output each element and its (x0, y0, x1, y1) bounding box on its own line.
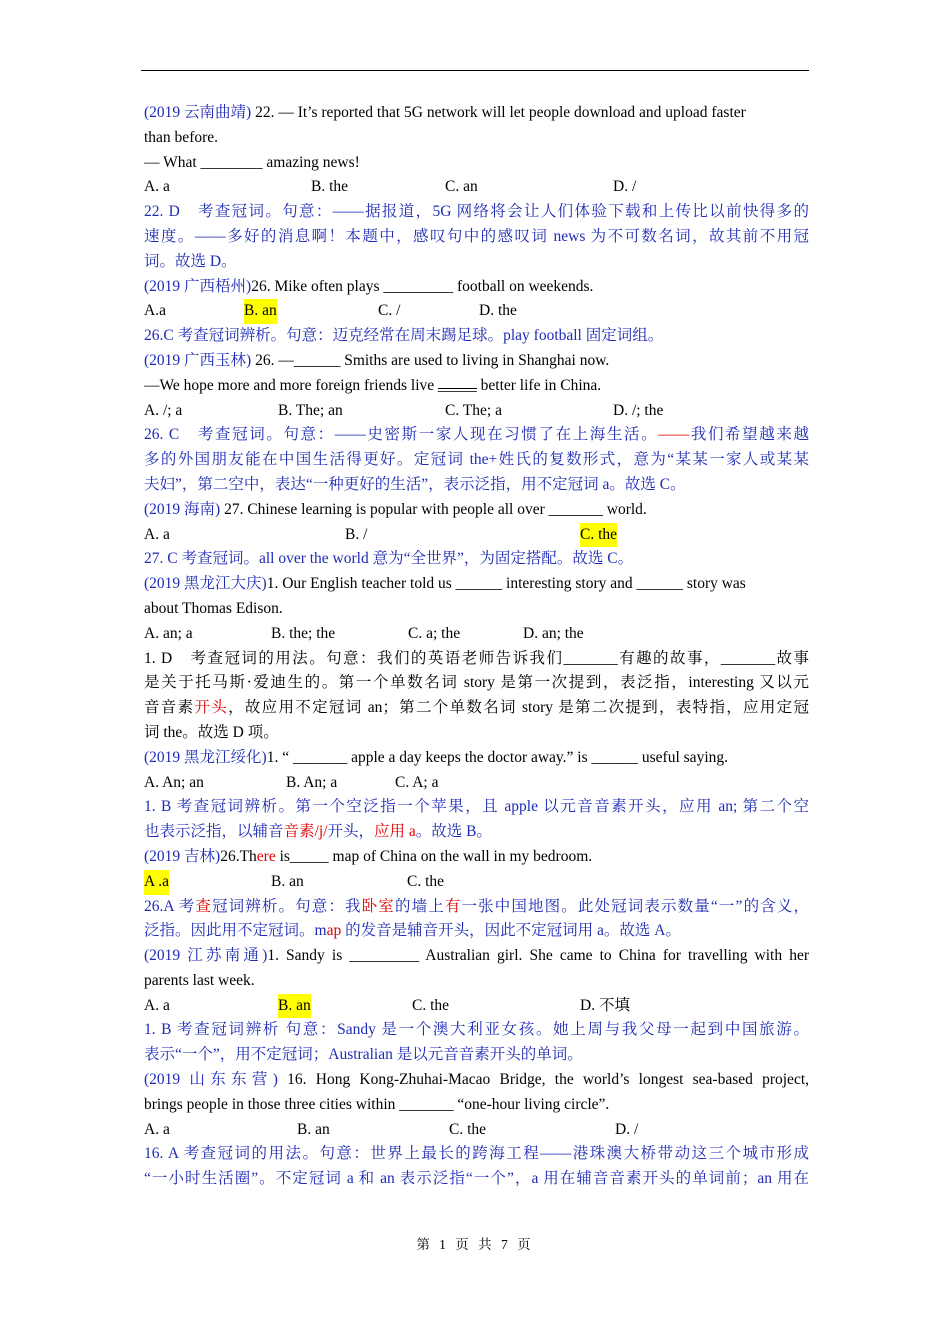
answer-options-row (144, 870, 809, 895)
text-line (144, 200, 809, 225)
text-line (144, 101, 809, 126)
answer-option: A. a (144, 1120, 170, 1138)
text-segment: 16. Hong Kong-Zhuhai-Macao Bridge, the world’s longest sea-based project, (277, 1071, 809, 1089)
answer-option: D. an; the (523, 624, 584, 642)
text-segment: 的发音是辅音开头，因此不定冠词用 a。故选 A。 (341, 922, 681, 940)
answer-option: D. the (479, 302, 517, 320)
text-segment: 1. D 考查冠词的用法。句意：我们的英语老师告诉我们_______有趣的故事，_______故事 (144, 649, 809, 667)
answer-option: C. an (445, 178, 478, 196)
text-segment: 27. Chinese learning is popular with people all over _______ world. (220, 500, 647, 518)
text-segment: parents last week. (144, 971, 255, 989)
text-segment: 22. D 考查冠词。句意：——据报道，5G 网络将会让人们体验下载和上传比以前快得多的 (144, 203, 809, 221)
answer-option: B. The; an (278, 401, 343, 419)
text-segment: 一张中国地图。此处冠词表示数量“一”的含义， (461, 897, 809, 915)
text-segment: than before. (144, 128, 219, 146)
text-segment: 有 (444, 897, 462, 915)
text-segment: 词。故选 D。 (144, 252, 237, 270)
text-segment: 查 (195, 897, 212, 915)
text-segment: about Thomas Edison. (144, 599, 283, 617)
text-segment: 音素/j/ (283, 823, 328, 841)
text-segment: 26. —______ Smiths are used to living in Shanghai now. (251, 351, 610, 369)
text-segment: — What ________ amazing news! (144, 153, 360, 171)
text-segment: 泛指。因此用不定冠词。m (144, 922, 327, 940)
text-line (144, 820, 809, 845)
text-segment: 16. A 考查冠词的用法。句意：世界上最长的跨海工程——港珠澳大桥带动这三个城市形成 (144, 1145, 809, 1163)
text-segment: 夫妇”，第二空中，表达“一种更好的生活”，表示泛指，用不定冠词 a。故选 C。 (144, 475, 686, 493)
text-segment: (2019 黑龙江大庆) (144, 575, 267, 593)
answer-option: B. an (271, 872, 304, 890)
text-line (144, 1093, 809, 1118)
text-segment: 速度。——多好的消息啊！本题中，感叹句中的感叹词 news 为不可数名词，故其前不用冠 (144, 227, 809, 245)
answer-option: C. The; a (445, 401, 502, 419)
answer-option: A. /; a (144, 401, 183, 419)
text-segment: 开头 (194, 699, 229, 717)
answer-option: D. 不填 (580, 996, 630, 1014)
header-rule (141, 70, 809, 71)
text-segment: 1. B 考查冠词辨析。第一个空泛指一个苹果，且 apple 以元音音素开头，应用 an; 第二个空 (144, 798, 809, 816)
answer-option: C. A; a (395, 773, 439, 791)
answer-options-row (144, 399, 809, 424)
answer-option: B. an (244, 299, 277, 324)
text-line (144, 1167, 809, 1192)
text-segment: ，故应用不定冠词 an；第二个单数名词 story 是第二次提到，表特指，应用定冠 (228, 699, 809, 717)
text-line (144, 919, 809, 944)
text-segment: 是关于托马斯·爱迪生的。第一个单数名词 story 是第一次提到，表泛指，interesting 又以元 (144, 674, 809, 692)
text-segment: 词 the。故选 D 项。 (144, 723, 279, 741)
answer-option: B. an (278, 994, 311, 1019)
text-line (144, 225, 809, 250)
answer-option: B. the (311, 178, 349, 196)
text-segment: 也表示泛指，以辅音 (144, 823, 284, 841)
text-line (144, 275, 809, 300)
text-line (144, 572, 809, 597)
text-line (144, 597, 809, 622)
answer-options-row (144, 523, 809, 548)
answer-option: B. an (297, 1120, 330, 1138)
text-segment: —— (658, 426, 690, 444)
text-segment: 多的外国朋友能在中国生活得更好。定冠词 the+姓氏的复数形式，意为“某某一家人或某某 (144, 451, 809, 469)
text-line (144, 1142, 809, 1167)
answer-option: B. the; the (271, 624, 336, 642)
text-segment: ap (326, 922, 342, 940)
text-line (144, 944, 809, 969)
text-segment: 音音素 (144, 699, 195, 717)
answer-option: A. An; an (144, 773, 204, 791)
text-segment: 卧室 (361, 897, 395, 915)
answer-option: C. the (580, 523, 617, 548)
answer-option: A. a (144, 525, 170, 543)
text-segment: 22. — It’s reported that 5G network will let people download and upload faster (251, 104, 746, 121)
answer-options-row (144, 622, 809, 647)
text-segment: ere (256, 847, 276, 865)
text-line (144, 746, 809, 771)
text-segment: 开头， (327, 823, 374, 841)
text-line (144, 895, 809, 920)
text-segment: 26.Th (220, 847, 257, 865)
text-segment: brings people in those three cities within _______ “one-hour living circle”. (144, 1095, 610, 1113)
text-segment: 。故选 B。 (415, 823, 492, 841)
answer-option: A .a (144, 870, 169, 895)
text-line (144, 647, 809, 672)
document-body (144, 101, 809, 1192)
answer-option: A. a (144, 178, 170, 196)
text-segment: (2019 吉林) (144, 847, 221, 865)
answer-option: C. / (378, 302, 401, 320)
answer-options-row (144, 994, 809, 1019)
text-line (144, 448, 809, 473)
text-line (144, 473, 809, 498)
text-segment: (2019 江苏南通) (144, 947, 268, 965)
text-segment: 26. C 考查冠词。句意：——史密斯一家人现在习惯了在上海生活。 (144, 426, 659, 444)
text-segment: 应用 a (373, 823, 416, 841)
text-line (144, 349, 809, 374)
text-line (144, 250, 809, 275)
text-segment: better life in China. (476, 376, 602, 394)
text-segment: 冠词辨析。句意：我 (212, 897, 362, 915)
page-footer: 第 1 页 共 7 页 (416, 1237, 534, 1252)
answer-option: B. / (345, 525, 368, 543)
answer-option: C. the (407, 872, 445, 890)
answer-option: C. the (449, 1120, 487, 1138)
answer-option: C. the (412, 996, 450, 1014)
text-line (144, 423, 809, 448)
answer-option: A. an; a (144, 624, 193, 642)
text-line (144, 126, 809, 151)
text-line (144, 696, 809, 721)
text-segment: (2019 山东东营) (144, 1071, 278, 1089)
text-line (144, 721, 809, 746)
text-segment: 表示“一个”，用不定冠词；Australian 是以元音音素开头的单词。 (144, 1046, 583, 1064)
text-segment: (2019 云南曲靖) (144, 104, 252, 121)
text-segment: 1. Sandy is _________ Australian girl. She came to China for travelling with her (267, 947, 809, 965)
text-line (144, 498, 809, 523)
answer-option: D. / (613, 178, 637, 196)
answer-option: D. / (615, 1120, 639, 1138)
text-segment: 27. C 考查冠词。all over the world 意为“全世界”，为固定搭配。故选 C。 (144, 550, 634, 568)
text-segment: “一小时生活圈”。不定冠词 a 和 an 表示泛指“一个”，a 用在辅音音素开头的单词前；an 用在 (144, 1170, 809, 1188)
text-line (144, 795, 809, 820)
text-line (144, 324, 809, 349)
text-segment: 我们希望越来越 (689, 426, 809, 444)
text-segment: is_____ map of China on the wall in my bedroom. (275, 847, 593, 865)
text-segment: —We hope more and more foreign friends live (144, 376, 439, 394)
answer-option: A. a (144, 996, 170, 1014)
text-segment: (2019 广西玉林) (144, 351, 252, 369)
text-segment: 26.A 考 (144, 897, 196, 915)
text-line (144, 845, 809, 870)
answer-option: D. /; the (613, 401, 664, 419)
text-line (144, 1043, 809, 1068)
text-segment: 26. Mike often plays _________ football on weekends. (251, 277, 594, 295)
text-segment: 1. Our English teacher told us ______ interesting story and ______ story was (266, 575, 746, 593)
text-line (144, 547, 809, 572)
text-segment: 1. B 考查冠词辨析 句意：Sandy 是一个澳大利亚女孩。她上周与我父母一起到中国旅游。 (144, 1021, 809, 1039)
text-segment: 1. “ _______ apple a day keeps the doctor away.” is ______ useful saying. (266, 748, 728, 766)
text-segment: (2019 黑龙江绥化) (144, 748, 267, 766)
answer-option: A.a (144, 302, 166, 320)
text-segment: (2019 海南) (144, 500, 221, 518)
text-segment: _____ (438, 374, 477, 389)
answer-option: C. a; the (408, 624, 461, 642)
answer-options-row (144, 771, 809, 796)
text-line (144, 151, 809, 176)
text-segment: (2019 广西梧州) (144, 277, 252, 295)
text-segment: 26.C 考查冠词辨析。句意：迈克经常在周末踢足球。play football 固定词组。 (144, 327, 664, 345)
answer-options-row (144, 299, 809, 324)
text-segment: 的墙上 (394, 897, 445, 915)
text-line (144, 969, 809, 994)
text-line (144, 1018, 809, 1043)
answer-option: B. An; a (286, 773, 338, 791)
text-line (144, 1068, 809, 1093)
text-line (144, 671, 809, 696)
text-line (144, 374, 809, 399)
answer-options-row (144, 175, 809, 200)
answer-options-row (144, 1118, 809, 1143)
